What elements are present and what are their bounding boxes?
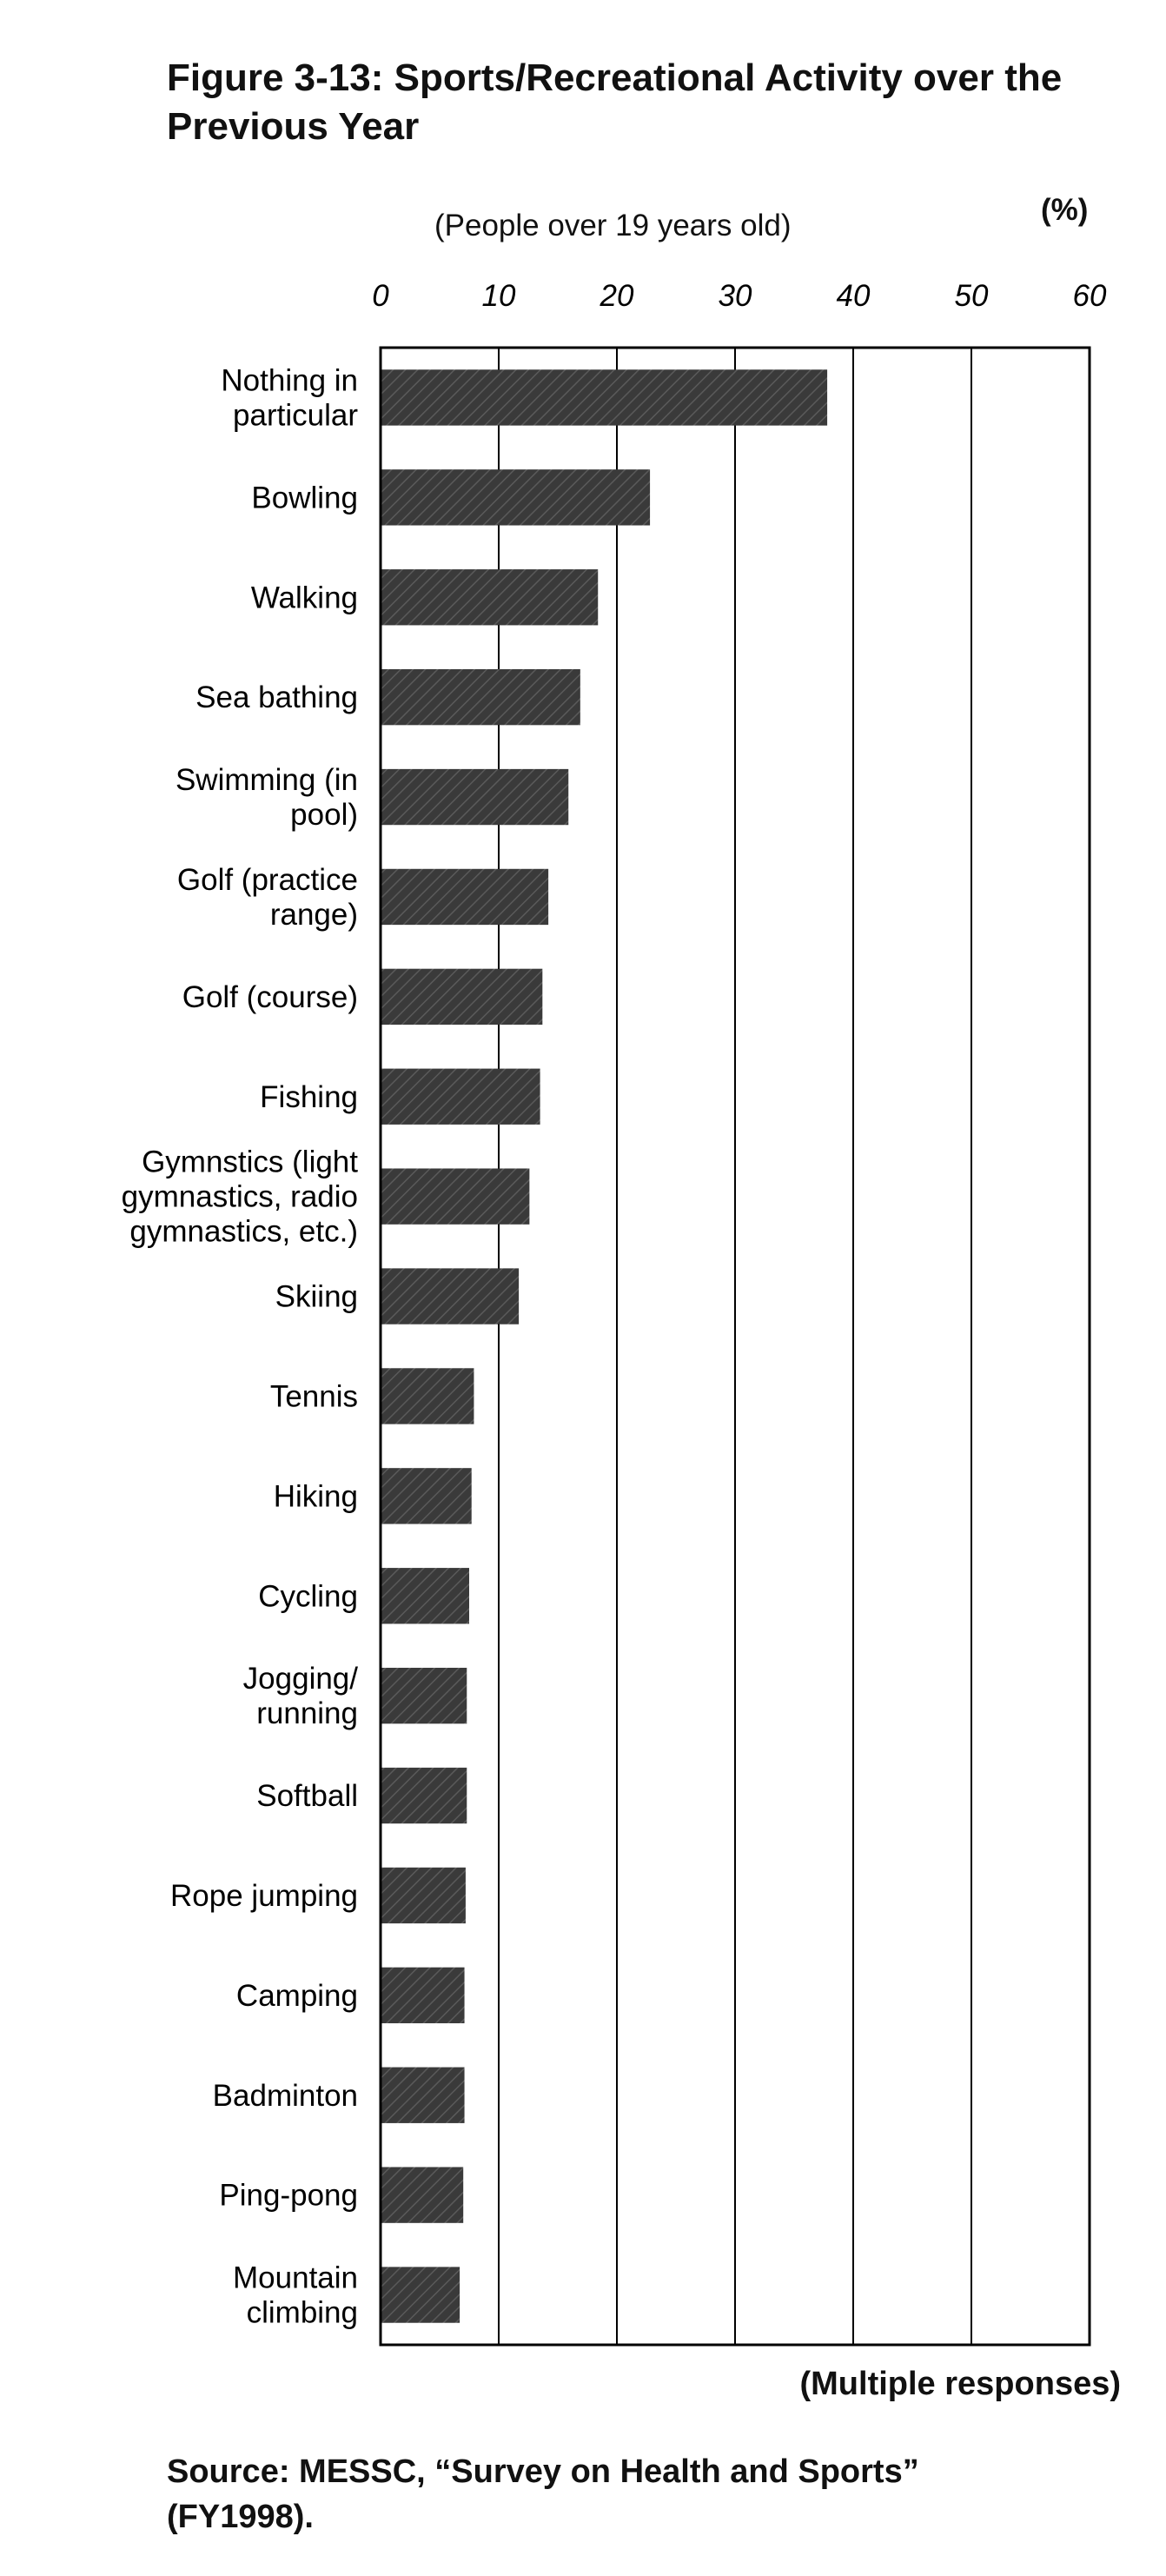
x-tick-label: 50 bbox=[954, 279, 989, 313]
category-label: Cycling bbox=[258, 1579, 358, 1614]
bar bbox=[381, 1069, 540, 1125]
category-label: Golf (practice range) bbox=[176, 862, 358, 932]
category-label: Mountain climbing bbox=[233, 2261, 358, 2330]
category-label: Skiing bbox=[275, 1279, 358, 1314]
category-label: Rope jumping bbox=[170, 1878, 358, 1913]
x-tick-label: 60 bbox=[1072, 279, 1107, 313]
bar bbox=[381, 869, 548, 925]
x-tick-label: 10 bbox=[481, 279, 516, 313]
x-tick-label: 30 bbox=[718, 279, 752, 313]
bar bbox=[381, 369, 827, 425]
bar bbox=[381, 1268, 519, 1324]
bar bbox=[381, 469, 650, 525]
chart-subtitle: (People over 19 years old) bbox=[434, 209, 792, 242]
category-label: Ping-pong bbox=[219, 2178, 358, 2213]
bar bbox=[381, 1768, 467, 1823]
bar bbox=[381, 2068, 465, 2123]
bar bbox=[381, 769, 568, 825]
bar bbox=[381, 569, 598, 625]
unit-label: (%) bbox=[1041, 193, 1089, 227]
x-tick-label: 20 bbox=[600, 279, 634, 313]
bar bbox=[381, 1168, 529, 1224]
bar bbox=[381, 1368, 474, 1424]
bar bbox=[381, 969, 542, 1025]
category-label: Swimming (in pool) bbox=[175, 763, 358, 833]
bar bbox=[381, 1868, 466, 1923]
category-label: Sea bathing bbox=[195, 681, 358, 715]
category-label: Badminton bbox=[212, 2078, 358, 2113]
bar bbox=[381, 1968, 465, 2023]
category-label: Tennis bbox=[269, 1379, 358, 1414]
bar bbox=[381, 1668, 467, 1723]
chart-title: Figure 3-13: Sports/Recreational Activity over the Previous Year bbox=[167, 56, 1063, 148]
category-label: Walking bbox=[250, 581, 358, 615]
bar bbox=[381, 1568, 469, 1623]
category-label: Jogging/ running bbox=[242, 1662, 358, 1731]
category-label: Golf (course) bbox=[182, 979, 358, 1014]
category-label: Fishing bbox=[260, 1079, 358, 1114]
category-label: Hiking bbox=[273, 1479, 358, 1514]
category-label: Camping bbox=[235, 1978, 358, 2013]
bar bbox=[381, 2267, 460, 2322]
category-label: Bowling bbox=[251, 481, 358, 515]
x-tick-label: 40 bbox=[836, 279, 871, 313]
bar bbox=[381, 2167, 463, 2222]
bar bbox=[381, 669, 580, 725]
source-note: Source: MESSC, “Survey on Health and Sports” (FY1998). bbox=[167, 2453, 919, 2535]
category-label: Nothing in particular bbox=[221, 363, 358, 433]
x-tick-label: 0 bbox=[372, 279, 389, 313]
bar bbox=[381, 1468, 472, 1524]
category-label: Softball bbox=[256, 1779, 358, 1814]
category-label: Gymnstics (light gymnastics, radio gymnastics, etc.) bbox=[121, 1145, 358, 1249]
multiple-responses-note: (Multiple responses) bbox=[799, 2366, 1121, 2402]
